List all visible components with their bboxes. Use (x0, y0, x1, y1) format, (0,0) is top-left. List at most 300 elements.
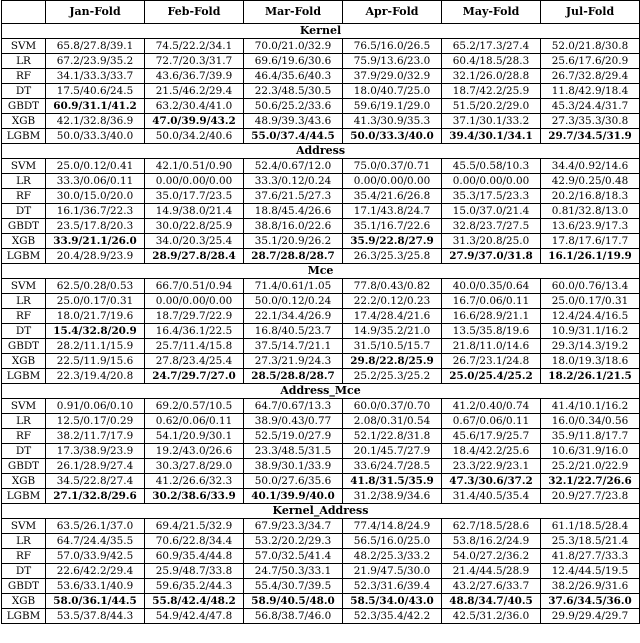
metric-cell: 32.1/22.7/26.6 (541, 474, 640, 489)
model-name-cell: SVM (2, 39, 46, 54)
metric-cell: 55.4/30.7/39.5 (244, 579, 343, 594)
metric-cell: 63.2/30.4/41.0 (145, 99, 244, 114)
metric-cell: 18.2/26.1/21.5 (541, 369, 640, 384)
metric-cell: 25.9/48.7/33.8 (145, 564, 244, 579)
metric-cell: 0.81/32.8/13.0 (541, 204, 640, 219)
metric-cell: 35.9/11.8/17.7 (541, 429, 640, 444)
metric-cell: 18.7/42.2/25.9 (442, 84, 541, 99)
metric-cell: 25.2/25.3/25.2 (343, 369, 442, 384)
metric-cell: 23.3/22.9/23.1 (442, 459, 541, 474)
metric-cell: 22.6/42.2/29.4 (46, 564, 145, 579)
metric-cell: 60.9/35.4/44.8 (145, 549, 244, 564)
metric-cell: 76.5/16.0/26.5 (343, 39, 442, 54)
metric-cell: 21.8/11.0/14.6 (442, 339, 541, 354)
metric-cell: 38.9/30.1/33.9 (244, 459, 343, 474)
metric-cell: 12.5/0.17/0.29 (46, 414, 145, 429)
metric-cell: 25.0/0.17/0.31 (541, 294, 640, 309)
model-name-cell: RF (2, 429, 46, 444)
metric-cell: 39.4/30.1/34.1 (442, 129, 541, 144)
section-header-row (2, 24, 640, 39)
table-row (2, 69, 640, 84)
metric-cell: 50.0/33.3/40.0 (343, 129, 442, 144)
metric-cell: 35.3/17.5/23.3 (442, 189, 541, 204)
metric-cell: 57.0/32.5/41.4 (244, 549, 343, 564)
metric-cell: 16.0/0.34/0.56 (541, 414, 640, 429)
metric-cell: 38.2/26.9/31.6 (541, 579, 640, 594)
model-name-cell: GBDT (2, 459, 46, 474)
metric-cell: 18.0/19.3/18.6 (541, 354, 640, 369)
model-name-cell: LGBM (2, 609, 46, 624)
metric-cell: 25.6/17.6/20.9 (541, 54, 640, 69)
model-name-cell: XGB (2, 354, 46, 369)
metric-cell: 34.0/20.3/25.4 (145, 234, 244, 249)
metric-cell: 30.3/27.8/29.0 (145, 459, 244, 474)
table-row (2, 534, 640, 549)
model-name-cell: RF (2, 549, 46, 564)
model-name-cell: DT (2, 324, 46, 339)
model-name-cell: XGB (2, 114, 46, 129)
table-body (2, 24, 640, 624)
metric-cell: 16.8/40.5/23.7 (244, 324, 343, 339)
section-title: Kernel (2, 24, 640, 39)
metric-cell: 43.6/36.7/39.9 (145, 69, 244, 84)
metric-cell: 29.9/29.4/29.7 (541, 609, 640, 624)
metric-cell: 52.3/31.6/39.4 (343, 579, 442, 594)
metric-cell: 32.8/23.7/27.5 (442, 219, 541, 234)
metric-cell: 37.5/14.7/21.1 (244, 339, 343, 354)
model-name-cell: LR (2, 534, 46, 549)
metric-cell: 31.4/40.5/35.4 (442, 489, 541, 504)
table-row (2, 519, 640, 534)
metric-cell: 60.9/31.1/41.2 (46, 99, 145, 114)
metric-cell: 46.4/35.6/40.3 (244, 69, 343, 84)
table-row (2, 324, 640, 339)
metric-cell: 37.6/34.5/36.0 (541, 594, 640, 609)
table-row (2, 309, 640, 324)
metric-cell: 12.4/24.4/16.5 (541, 309, 640, 324)
metric-cell: 50.0/27.6/35.6 (244, 474, 343, 489)
metric-cell: 14.9/35.2/21.0 (343, 324, 442, 339)
metric-cell: 57.0/33.9/42.5 (46, 549, 145, 564)
metric-cell: 41.2/26.6/32.3 (145, 474, 244, 489)
section-header-row (2, 144, 640, 159)
metric-cell: 52.4/0.67/12.0 (244, 159, 343, 174)
model-name-cell: DT (2, 84, 46, 99)
metric-cell: 13.6/23.9/17.3 (541, 219, 640, 234)
model-name-cell: RF (2, 189, 46, 204)
metric-cell: 0.91/0.06/0.10 (46, 399, 145, 414)
metric-cell: 29.3/14.3/19.2 (541, 339, 640, 354)
metric-cell: 18.0/21.7/19.6 (46, 309, 145, 324)
metric-cell: 28.5/28.8/28.7 (244, 369, 343, 384)
metric-cell: 22.3/19.4/20.8 (46, 369, 145, 384)
metric-cell: 40.1/39.9/40.0 (244, 489, 343, 504)
metric-cell: 62.5/0.28/0.53 (46, 279, 145, 294)
table-row (2, 249, 640, 264)
metric-cell: 27.1/32.8/29.6 (46, 489, 145, 504)
metric-cell: 14.9/38.0/21.4 (145, 204, 244, 219)
table-row (2, 354, 640, 369)
metric-cell: 52.5/19.0/27.9 (244, 429, 343, 444)
metric-cell: 35.4/21.6/26.8 (343, 189, 442, 204)
header-cell-apr: Apr-Fold (343, 1, 442, 24)
table-row (2, 594, 640, 609)
metric-cell: 38.8/16.0/22.6 (244, 219, 343, 234)
metric-cell: 13.5/35.8/19.6 (442, 324, 541, 339)
model-name-cell: XGB (2, 234, 46, 249)
metric-cell: 42.1/0.51/0.90 (145, 159, 244, 174)
table-row (2, 189, 640, 204)
metric-cell: 45.6/17.9/25.7 (442, 429, 541, 444)
metric-cell: 23.5/17.8/20.3 (46, 219, 145, 234)
metric-cell: 15.0/37.0/21.4 (442, 204, 541, 219)
metric-cell: 31.2/38.9/34.6 (343, 489, 442, 504)
header-cell-jul: Jul-Fold (541, 1, 640, 24)
table-row (2, 54, 640, 69)
metric-cell: 56.8/38.7/46.0 (244, 609, 343, 624)
table-row (2, 129, 640, 144)
metric-cell: 38.9/0.43/0.77 (244, 414, 343, 429)
metric-cell: 41.8/31.5/35.9 (343, 474, 442, 489)
metric-cell: 53.5/37.8/44.3 (46, 609, 145, 624)
metric-cell: 18.0/40.7/25.0 (343, 84, 442, 99)
metric-cell: 34.5/22.8/27.4 (46, 474, 145, 489)
metric-cell: 58.5/34.0/43.0 (343, 594, 442, 609)
metric-cell: 40.0/0.35/0.64 (442, 279, 541, 294)
metric-cell: 48.2/25.3/33.2 (343, 549, 442, 564)
metric-cell: 67.9/23.3/34.7 (244, 519, 343, 534)
metric-cell: 65.8/27.8/39.1 (46, 39, 145, 54)
section-header-row (2, 384, 640, 399)
metric-cell: 61.1/18.5/28.4 (541, 519, 640, 534)
metric-cell: 16.1/26.1/19.9 (541, 249, 640, 264)
model-name-cell: LR (2, 174, 46, 189)
metric-cell: 25.3/18.5/21.4 (541, 534, 640, 549)
table-row (2, 459, 640, 474)
metric-cell: 28.7/28.8/28.7 (244, 249, 343, 264)
model-name-cell: RF (2, 69, 46, 84)
table-row (2, 339, 640, 354)
table-row (2, 279, 640, 294)
metric-cell: 53.2/20.2/29.3 (244, 534, 343, 549)
metric-cell: 0.67/0.06/0.11 (442, 414, 541, 429)
metric-cell: 10.9/31.1/16.2 (541, 324, 640, 339)
table-row (2, 399, 640, 414)
model-name-cell: RF (2, 309, 46, 324)
metric-cell: 50.0/34.2/40.6 (145, 129, 244, 144)
metric-cell: 26.1/28.9/27.4 (46, 459, 145, 474)
table-row (2, 429, 640, 444)
model-name-cell: DT (2, 444, 46, 459)
table-row (2, 579, 640, 594)
metric-cell: 60.0/0.37/0.70 (343, 399, 442, 414)
metric-cell: 22.1/34.4/26.9 (244, 309, 343, 324)
metric-cell: 24.7/50.3/33.1 (244, 564, 343, 579)
metric-cell: 27.8/23.4/25.4 (145, 354, 244, 369)
header-cell-jan: Jan-Fold (46, 1, 145, 24)
section-header-row (2, 264, 640, 279)
model-name-cell: SVM (2, 399, 46, 414)
metric-cell: 42.5/31.2/36.0 (442, 609, 541, 624)
metric-cell: 23.3/48.5/31.5 (244, 444, 343, 459)
model-name-cell: GBDT (2, 219, 46, 234)
metric-cell: 16.1/36.7/22.3 (46, 204, 145, 219)
metric-cell: 38.2/11.7/17.9 (46, 429, 145, 444)
metric-cell: 52.0/21.8/30.8 (541, 39, 640, 54)
metric-cell: 16.4/36.1/22.5 (145, 324, 244, 339)
section-title: Address_Mce (2, 384, 640, 399)
model-name-cell: LGBM (2, 369, 46, 384)
table-row (2, 99, 640, 114)
metric-cell: 60.0/0.76/13.4 (541, 279, 640, 294)
metric-cell: 16.7/0.06/0.11 (442, 294, 541, 309)
metric-cell: 71.4/0.61/1.05 (244, 279, 343, 294)
metric-cell: 26.7/32.8/29.4 (541, 69, 640, 84)
metric-cell: 64.7/24.4/35.5 (46, 534, 145, 549)
metric-cell: 70.0/21.0/32.9 (244, 39, 343, 54)
metric-cell: 25.0/0.17/0.31 (46, 294, 145, 309)
metric-cell: 74.5/22.2/34.1 (145, 39, 244, 54)
metric-cell: 18.4/42.2/25.6 (442, 444, 541, 459)
metric-cell: 27.3/21.9/24.3 (244, 354, 343, 369)
section-title: Kernel_Address (2, 504, 640, 519)
metric-cell: 20.4/28.9/23.9 (46, 249, 145, 264)
metric-cell: 31.5/10.5/15.7 (343, 339, 442, 354)
metric-cell: 29.8/22.8/25.9 (343, 354, 442, 369)
metric-cell: 42.9/0.25/0.48 (541, 174, 640, 189)
metric-cell: 22.3/48.5/30.5 (244, 84, 343, 99)
metric-cell: 45.5/0.58/10.3 (442, 159, 541, 174)
metric-cell: 29.7/34.5/31.9 (541, 129, 640, 144)
model-name-cell: LR (2, 54, 46, 69)
metric-cell: 16.6/28.9/21.1 (442, 309, 541, 324)
metric-cell: 21.4/44.5/28.9 (442, 564, 541, 579)
model-name-cell: SVM (2, 279, 46, 294)
table-row (2, 609, 640, 624)
metric-cell: 47.3/30.6/37.2 (442, 474, 541, 489)
table-row (2, 204, 640, 219)
metric-cell: 26.7/23.1/24.8 (442, 354, 541, 369)
metric-cell: 12.4/44.5/19.5 (541, 564, 640, 579)
metric-cell: 50.0/33.3/40.0 (46, 129, 145, 144)
model-name-cell: SVM (2, 159, 46, 174)
metric-cell: 60.4/18.5/28.3 (442, 54, 541, 69)
metric-cell: 25.0/0.12/0.41 (46, 159, 145, 174)
metric-cell: 37.6/21.5/27.3 (244, 189, 343, 204)
results-table (1, 0, 640, 624)
metric-cell: 58.0/36.1/44.5 (46, 594, 145, 609)
metric-cell: 37.9/29.0/32.9 (343, 69, 442, 84)
metric-cell: 18.7/29.7/22.9 (145, 309, 244, 324)
metric-cell: 0.00/0.00/0.00 (145, 294, 244, 309)
header-cell-mar: Mar-Fold (244, 1, 343, 24)
metric-cell: 35.1/16.7/22.6 (343, 219, 442, 234)
metric-cell: 64.7/0.67/13.3 (244, 399, 343, 414)
metric-cell: 25.7/11.4/15.8 (145, 339, 244, 354)
metric-cell: 52.1/22.8/31.8 (343, 429, 442, 444)
model-name-cell: XGB (2, 594, 46, 609)
metric-cell: 54.1/20.9/30.1 (145, 429, 244, 444)
model-name-cell: GBDT (2, 99, 46, 114)
metric-cell: 48.8/34.7/40.5 (442, 594, 541, 609)
metric-cell: 69.4/21.5/32.9 (145, 519, 244, 534)
metric-cell: 77.8/0.43/0.82 (343, 279, 442, 294)
metric-cell: 59.6/35.2/44.3 (145, 579, 244, 594)
metric-cell: 22.5/11.9/15.6 (46, 354, 145, 369)
metric-cell: 62.7/18.5/28.6 (442, 519, 541, 534)
table-row (2, 39, 640, 54)
metric-cell: 53.8/16.2/24.9 (442, 534, 541, 549)
metric-cell: 41.4/10.1/16.2 (541, 399, 640, 414)
metric-cell: 30.0/15.0/20.0 (46, 189, 145, 204)
table-row (2, 444, 640, 459)
metric-cell: 26.3/25.3/25.8 (343, 249, 442, 264)
metric-cell: 20.9/27.7/23.8 (541, 489, 640, 504)
model-name-cell: LR (2, 294, 46, 309)
metric-cell: 35.1/20.9/26.2 (244, 234, 343, 249)
metric-cell: 50.6/25.2/33.6 (244, 99, 343, 114)
table-row (2, 114, 640, 129)
metric-cell: 27.3/35.3/30.8 (541, 114, 640, 129)
section-title: Mce (2, 264, 640, 279)
metric-cell: 24.7/29.7/27.0 (145, 369, 244, 384)
metric-cell: 35.0/17.7/23.5 (145, 189, 244, 204)
metric-cell: 70.6/22.8/34.4 (145, 534, 244, 549)
metric-cell: 21.5/46.2/29.4 (145, 84, 244, 99)
metric-cell: 33.6/24.7/28.5 (343, 459, 442, 474)
model-name-cell: SVM (2, 519, 46, 534)
metric-cell: 34.4/0.92/14.6 (541, 159, 640, 174)
model-name-cell: DT (2, 564, 46, 579)
metric-cell: 2.08/0.31/0.54 (343, 414, 442, 429)
metric-cell: 77.4/14.8/24.9 (343, 519, 442, 534)
metric-cell: 45.3/24.4/31.7 (541, 99, 640, 114)
metric-cell: 65.2/17.3/27.4 (442, 39, 541, 54)
table-row (2, 549, 640, 564)
metric-cell: 17.5/40.6/24.5 (46, 84, 145, 99)
metric-cell: 54.0/27.2/36.2 (442, 549, 541, 564)
table-row (2, 564, 640, 579)
section-title: Address (2, 144, 640, 159)
metric-cell: 30.2/38.6/33.9 (145, 489, 244, 504)
table-row (2, 219, 640, 234)
metric-cell: 42.1/32.8/36.9 (46, 114, 145, 129)
model-name-cell: LR (2, 414, 46, 429)
model-name-cell: XGB (2, 474, 46, 489)
table-row (2, 234, 640, 249)
metric-cell: 10.6/31.9/16.0 (541, 444, 640, 459)
metric-cell: 32.1/26.0/28.8 (442, 69, 541, 84)
metric-cell: 75.9/13.6/23.0 (343, 54, 442, 69)
section-header-row (2, 504, 640, 519)
metric-cell: 51.5/20.2/29.0 (442, 99, 541, 114)
metric-cell: 35.9/22.8/27.9 (343, 234, 442, 249)
model-name-cell: LGBM (2, 249, 46, 264)
metric-cell: 15.4/32.8/20.9 (46, 324, 145, 339)
metric-cell: 37.1/30.1/33.2 (442, 114, 541, 129)
metric-cell: 17.8/17.6/17.7 (541, 234, 640, 249)
model-name-cell: GBDT (2, 339, 46, 354)
metric-cell: 52.3/35.4/42.2 (343, 609, 442, 624)
metric-cell: 0.00/0.00/0.00 (442, 174, 541, 189)
metric-cell: 0.62/0.06/0.11 (145, 414, 244, 429)
metric-cell: 0.00/0.00/0.00 (145, 174, 244, 189)
model-name-cell: LGBM (2, 489, 46, 504)
metric-cell: 21.9/47.5/30.0 (343, 564, 442, 579)
metric-cell: 17.3/38.9/23.9 (46, 444, 145, 459)
metric-cell: 33.3/0.06/0.11 (46, 174, 145, 189)
metric-cell: 33.3/0.12/0.24 (244, 174, 343, 189)
metric-cell: 20.1/45.7/27.9 (343, 444, 442, 459)
metric-cell: 43.2/27.6/33.7 (442, 579, 541, 594)
table-row (2, 84, 640, 99)
table-row (2, 159, 640, 174)
metric-cell: 41.2/0.40/0.74 (442, 399, 541, 414)
metric-cell: 17.1/43.8/24.7 (343, 204, 442, 219)
metric-cell: 56.5/16.0/25.0 (343, 534, 442, 549)
metric-cell: 47.0/39.9/43.2 (145, 114, 244, 129)
metric-cell: 69.2/0.57/10.5 (145, 399, 244, 414)
metric-cell: 41.3/30.9/35.3 (343, 114, 442, 129)
table-row (2, 294, 640, 309)
metric-cell: 20.2/16.8/18.3 (541, 189, 640, 204)
metric-cell: 28.2/11.1/15.9 (46, 339, 145, 354)
metric-cell: 33.9/21.1/26.0 (46, 234, 145, 249)
metric-cell: 72.7/20.3/31.7 (145, 54, 244, 69)
metric-cell: 0.00/0.00/0.00 (343, 174, 442, 189)
header-cell-may: May-Fold (442, 1, 541, 24)
metric-cell: 22.2/0.12/0.23 (343, 294, 442, 309)
metric-cell: 19.2/43.0/26.6 (145, 444, 244, 459)
model-name-cell: GBDT (2, 579, 46, 594)
table-row (2, 369, 640, 384)
metric-cell: 25.2/21.0/22.9 (541, 459, 640, 474)
metric-cell: 75.0/0.37/0.71 (343, 159, 442, 174)
header-row (2, 1, 640, 24)
metric-cell: 50.0/0.12/0.24 (244, 294, 343, 309)
metric-cell: 66.7/0.51/0.94 (145, 279, 244, 294)
metric-cell: 30.0/22.8/25.9 (145, 219, 244, 234)
metric-cell: 55.8/42.4/48.2 (145, 594, 244, 609)
table-row (2, 414, 640, 429)
model-name-cell: LGBM (2, 129, 46, 144)
metric-cell: 25.0/25.4/25.2 (442, 369, 541, 384)
metric-cell: 34.1/33.3/33.7 (46, 69, 145, 84)
model-name-cell: DT (2, 204, 46, 219)
header-cell-feb: Feb-Fold (145, 1, 244, 24)
metric-cell: 31.3/20.8/25.0 (442, 234, 541, 249)
metric-cell: 53.6/33.1/40.9 (46, 579, 145, 594)
metric-cell: 41.8/27.7/33.3 (541, 549, 640, 564)
metric-cell: 55.0/37.4/44.5 (244, 129, 343, 144)
table-row (2, 174, 640, 189)
metric-cell: 54.9/42.4/47.8 (145, 609, 244, 624)
table-row (2, 489, 640, 504)
metric-cell: 58.9/40.5/48.0 (244, 594, 343, 609)
table-row (2, 474, 640, 489)
metric-cell: 11.8/42.9/18.4 (541, 84, 640, 99)
metric-cell: 28.9/27.8/28.4 (145, 249, 244, 264)
metric-cell: 63.5/26.1/37.0 (46, 519, 145, 534)
metric-cell: 17.4/28.4/21.6 (343, 309, 442, 324)
metric-cell: 18.8/45.4/26.6 (244, 204, 343, 219)
metric-cell: 59.6/19.1/29.0 (343, 99, 442, 114)
metric-cell: 67.2/23.9/35.2 (46, 54, 145, 69)
metric-cell: 48.9/39.3/43.6 (244, 114, 343, 129)
metric-cell: 69.6/19.6/30.6 (244, 54, 343, 69)
header-cell-corner (2, 1, 46, 24)
metric-cell: 27.9/37.0/31.8 (442, 249, 541, 264)
